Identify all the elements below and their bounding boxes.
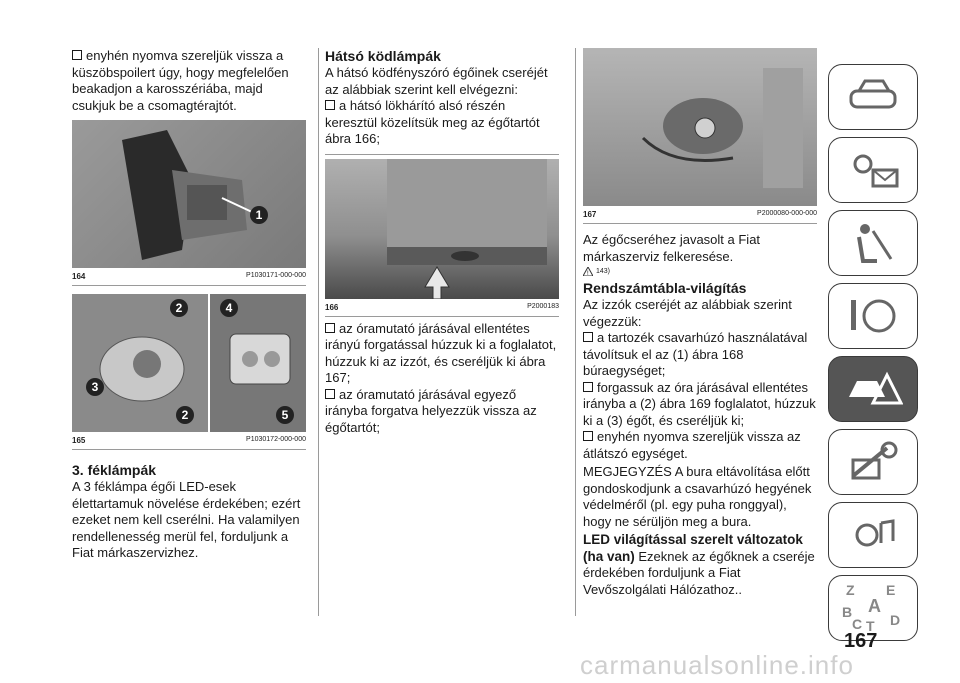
divider bbox=[325, 316, 559, 317]
seat-airbag-icon bbox=[843, 221, 903, 265]
step-2 bbox=[583, 380, 817, 430]
bulb-holder-image bbox=[210, 294, 306, 432]
warning-triangle-icon bbox=[583, 267, 593, 276]
step-text: a tartozék csavarhúzó használatával távolítsuk el az (1) ábra 168 búraegységet; bbox=[583, 330, 808, 378]
step-text: az óramutató járásával ellentétes irányú forgatással húzzuk ki a foglalatot, húzzuk ki az izzót, és cseréljük ki ábra 167; bbox=[325, 320, 557, 385]
checkbox-icon bbox=[325, 389, 335, 399]
maintenance-icon bbox=[843, 440, 903, 484]
tab-emergency[interactable] bbox=[828, 356, 918, 422]
step-intro bbox=[72, 48, 306, 114]
figure-164 bbox=[72, 120, 306, 268]
checkbox-icon bbox=[72, 50, 82, 60]
rear-bumper-illustration bbox=[325, 159, 559, 299]
figure-166 bbox=[325, 159, 559, 299]
led-heading: LED világítással szerelt változatok (ha van) bbox=[583, 532, 803, 564]
led-body: Ezeknek az égőknek a cseréje érdekében forduljunk a Fiat Vevőszolgálati Hálózathoz.. bbox=[583, 548, 815, 597]
figure-165 bbox=[72, 294, 306, 432]
middle-column bbox=[325, 48, 559, 436]
index-letter: D bbox=[890, 612, 901, 628]
caption-167 bbox=[583, 210, 817, 219]
divider bbox=[72, 285, 306, 286]
callout-2: 2 bbox=[176, 406, 194, 424]
step-2 bbox=[325, 321, 559, 387]
car-dashboard-icon bbox=[843, 77, 903, 117]
warning-lights-icon bbox=[843, 148, 903, 192]
figure-number: 164 bbox=[72, 272, 86, 281]
column-divider bbox=[575, 48, 576, 616]
step-1 bbox=[583, 330, 817, 380]
callout-4: 4 bbox=[220, 299, 238, 317]
led-section bbox=[583, 532, 817, 598]
lamp-housing-image bbox=[72, 294, 208, 432]
index-letter: T bbox=[866, 618, 875, 634]
step-text: az óramutató járásával egyező irányba forgatva helyezzük vissza az égőtartót; bbox=[325, 386, 537, 435]
section-heading: Hátsó ködlámpák bbox=[325, 48, 441, 64]
section-heading: 3. féklámpák bbox=[72, 462, 157, 478]
column-divider bbox=[318, 48, 319, 616]
step-1 bbox=[325, 98, 559, 148]
divider bbox=[72, 449, 306, 450]
note-text: MEGJEGYZÉS A bura eltávolítása előtt gondoskodjunk a csavarhúzó hegyének védelméről (pl. egy puha ronggyal), hogy ne sérüljön meg a bura. bbox=[583, 464, 812, 529]
tailgate-illustration bbox=[72, 120, 306, 268]
figure-number: 166 bbox=[325, 302, 339, 312]
callout-1: 1 bbox=[250, 206, 268, 224]
tab-warning-lights[interactable] bbox=[828, 137, 918, 203]
tab-steering-key[interactable] bbox=[828, 283, 918, 349]
left-column bbox=[72, 48, 306, 562]
step-3 bbox=[583, 429, 817, 462]
figure-code: P2000080-000-000 bbox=[757, 210, 817, 217]
page-number: 167 bbox=[844, 630, 878, 652]
step-text: forgassuk az óra járásával ellentétes irányba a (2) ábra 169 foglalatot, húzzuk ki a (3) égőt, és cseréljük ki; bbox=[583, 379, 816, 428]
checkbox-icon bbox=[583, 332, 593, 342]
callout-2: 2 bbox=[170, 299, 188, 317]
warning-ref bbox=[583, 267, 817, 276]
steering-key-icon bbox=[843, 294, 903, 338]
tab-multimedia[interactable] bbox=[828, 502, 918, 568]
checkbox-icon bbox=[325, 100, 335, 110]
checkbox-icon bbox=[583, 382, 593, 392]
index-letter: E bbox=[886, 582, 896, 598]
callout-5: 5 bbox=[276, 406, 294, 424]
svg-text:!: ! bbox=[587, 271, 589, 276]
divider bbox=[325, 154, 559, 155]
figure-number: 167 bbox=[583, 210, 597, 219]
index-letter: B bbox=[842, 604, 853, 620]
checkbox-icon bbox=[583, 431, 593, 441]
intro-text: enyhén nyomva szereljük vissza a küszöbspoilert úgy, hogy megfelelően beakadjon a karosszériába, majd csukjuk be a csomagtérajtót. bbox=[72, 48, 289, 113]
section-body: A 3 féklámpa égői LED-esek élettartamuk növelése érdekében; ezért ezeket nem kell cserélni. Ha valamilyen rendellenesség merül fel, forduljunk a Fiat márkaszervizhez. bbox=[72, 479, 301, 560]
step-text: enyhén nyomva szereljük vissza az átlátszó egységet. bbox=[583, 429, 801, 461]
caption-164 bbox=[72, 272, 306, 281]
figure-code: P1030172-000-000 bbox=[246, 436, 306, 443]
tab-seat-airbag[interactable] bbox=[828, 210, 918, 276]
figure-code: P2000183 bbox=[527, 302, 559, 310]
checkbox-icon bbox=[325, 323, 335, 333]
tab-car-dashboard[interactable] bbox=[828, 64, 918, 130]
section-intro: A hátsó ködfényszóró égőinek cseréjét az alábbiak szerint kell elvégezni: bbox=[325, 65, 548, 97]
section-heading: Rendszámtábla-világítás bbox=[583, 280, 747, 296]
callout-3: 3 bbox=[86, 378, 104, 396]
step-text: a hátsó lökhárító alsó részén keresztül közelítsük meg az égőtartót ábra 166; bbox=[325, 98, 540, 146]
index-letter: A bbox=[868, 596, 881, 616]
watermark: carmanualsonline.info bbox=[580, 650, 854, 680]
section-intro: Az izzók cseréjét az alábbiak szerint végezzük: bbox=[583, 297, 792, 329]
index-letter: C bbox=[852, 616, 863, 632]
warning-number: 143) bbox=[596, 268, 611, 275]
caption-165 bbox=[72, 436, 306, 445]
divider bbox=[583, 223, 817, 224]
index-icon bbox=[838, 582, 908, 634]
right-column bbox=[583, 48, 817, 598]
figure-code: P1030171-000-000 bbox=[246, 272, 306, 279]
body-text: Az égőcseréhez javasolt a Fiat márkaszerviz felkeresése. bbox=[583, 232, 761, 264]
index-letter: Z bbox=[846, 582, 855, 598]
figure-167 bbox=[583, 48, 817, 206]
figure-number: 165 bbox=[72, 436, 86, 445]
chapter-tabs bbox=[828, 64, 918, 648]
tab-maintenance[interactable] bbox=[828, 429, 918, 495]
caption-166 bbox=[325, 303, 559, 312]
multimedia-icon bbox=[843, 513, 903, 557]
step-3 bbox=[325, 387, 559, 437]
emergency-icon bbox=[843, 367, 903, 411]
bulb-socket-illustration bbox=[583, 48, 817, 206]
